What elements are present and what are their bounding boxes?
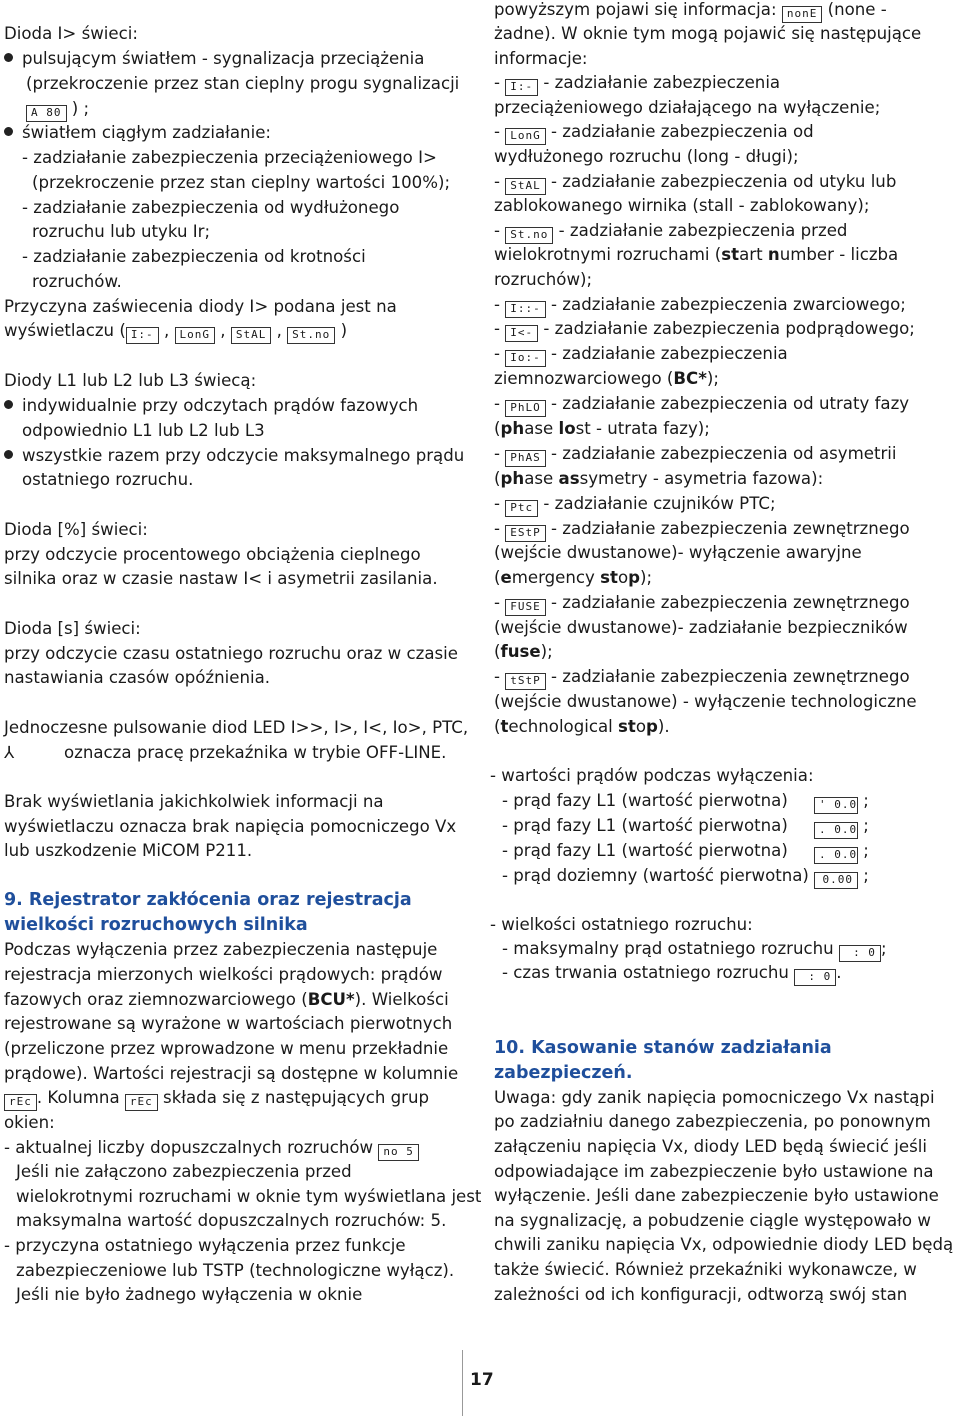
text: ziemnozwarciowego (	[494, 369, 674, 388]
lcd-display: no 5	[378, 1144, 419, 1161]
text: BCU*	[307, 990, 355, 1009]
text: - prąd doziemny (wartość pierwotna)	[502, 866, 809, 885]
bullet-item	[4, 47, 424, 71]
text: (	[494, 717, 501, 736]
text-line: - Ptc - zadziałanie czujników PTC;	[494, 492, 776, 517]
page-separator	[462, 1350, 463, 1416]
text-line: rozruchów);	[494, 270, 593, 289]
text: st	[721, 245, 740, 264]
text-line: Brak wyświetlania jakichkolwiek informacji na	[4, 792, 384, 811]
text: ).	[657, 717, 670, 736]
text-line: Dioda I> świeci:	[4, 24, 138, 43]
text-line: rejestrowane są wyrażone w wartościach pierwotnych	[4, 1014, 453, 1033]
text: n	[767, 245, 780, 264]
lcd-display: rEc	[4, 1094, 37, 1111]
bullet-item	[4, 121, 271, 145]
text: - aktualnej liczby dopuszczalnych rozruchów	[4, 1138, 374, 1157]
text: (	[494, 469, 501, 488]
text-line	[4, 1086, 429, 1111]
text: - zadziałanie zabezpieczenia od asymetrii	[551, 444, 897, 463]
text: - zadziałanie zabezpieczenia zewnętrznego	[551, 519, 910, 538]
text-line: żadne). W oknie tym mogą pojawić się następujące	[494, 24, 922, 43]
text-line: (wejście dwustanowe) - wyłączenie technologiczne	[494, 692, 917, 711]
text: pulsującym światłem - sygnalizacja przeciążenia	[22, 49, 425, 68]
lcd-display: A 80	[26, 105, 67, 122]
text-line	[494, 0, 887, 23]
text-line: - EStP - zadziałanie zabezpieczenia zewnętrznego	[494, 517, 910, 542]
text: . Kolumna	[36, 1088, 120, 1107]
text-line: przeciążeniowego działającego na wyłączenie;	[494, 98, 881, 117]
text-line: rejestracja mierzonych wielkości prądowych: prądów	[4, 965, 443, 984]
text: powyższym pojawi się informacja:	[494, 0, 777, 19]
text: ) ;	[71, 99, 90, 118]
text-line: - I::- - zadziałanie zabezpieczenia zwarciowego;	[494, 293, 906, 318]
text-line: wyświetlaczu oznacza brak napięcia pomocniczego Vx	[4, 817, 457, 836]
text-line: wyświetlaczu ( I:- , LonG , StAL , St.no )	[4, 319, 347, 344]
text: ). Wielkości	[354, 990, 449, 1009]
text: światłem ciągłym zadziałanie:	[22, 123, 271, 142]
text-line: Jeśli nie było żadnego wyłączenia w oknie	[16, 1285, 363, 1304]
text-line: informacje:	[494, 49, 588, 68]
text-line	[502, 789, 869, 814]
text-line: Przyczyna zaświecenia diody I> podana jest na	[4, 297, 397, 316]
lcd-display: nonE	[782, 6, 823, 23]
text-line: - StAL - zadziałanie zabezpieczenia od utyku lub	[494, 170, 896, 195]
text-line: Uwaga: gdy zanik napięcia pomocniczego Vx nastąpi	[494, 1088, 935, 1107]
lcd-display: 0.00	[814, 872, 858, 889]
lcd-display: Io:-	[505, 350, 546, 367]
text: - maksymalny prąd ostatniego rozruchu	[502, 939, 834, 958]
text-line: Jeśli nie załączono zabezpieczenia przed	[16, 1162, 352, 1181]
text: (none -	[827, 0, 887, 19]
text: fuse	[500, 642, 541, 661]
offline-symbol: ⅄	[4, 743, 15, 762]
text-line: odpowiednio L1 lub L2 lub L3	[22, 421, 265, 440]
text: - zadziałanie zabezpieczenia zewnętrznego	[551, 667, 910, 686]
text-line: maksymalna wartość dopuszczalnych rozruchów: 5.	[16, 1211, 447, 1230]
text-line	[502, 814, 869, 839]
text: wyświetlaczu (	[4, 321, 126, 340]
text: - zadziałanie zabezpieczenia przed	[558, 221, 848, 240]
text-line: (przekroczenie przez stan cieplny progu sygnalizacji	[26, 74, 460, 93]
text-line	[494, 640, 553, 664]
text-line	[502, 961, 841, 986]
text: );	[706, 369, 719, 388]
text-line	[4, 1136, 419, 1161]
text: fazowych oraz ziemnozwarciowego (	[4, 990, 308, 1009]
text-line: Dioda [%] świeci:	[4, 520, 148, 539]
text-line	[502, 839, 869, 864]
text-line: zabezpieczeniowe lub TSTP (technologiczne wyłącz).	[16, 1261, 455, 1280]
text-line	[494, 467, 823, 491]
lcd-display: ' 0.0	[814, 797, 858, 814]
text-line: wielokrotnymi rozruchami w oknie tym wyświetlana jest	[16, 1187, 482, 1206]
text: (	[494, 568, 501, 587]
text: - zadziałanie zabezpieczenia	[551, 344, 788, 363]
lcd-display: LonG	[175, 327, 216, 344]
lcd-display: . 0.0	[814, 822, 858, 839]
text-line: - zadziałanie zabezpieczenia przeciążeniowego I>	[22, 148, 437, 167]
text: ;	[880, 939, 887, 958]
text: - zadziałanie zabezpieczenia zewnętrznego	[551, 593, 910, 612]
text-line: - tStP - zadziałanie zabezpieczenia zewnętrznego	[494, 665, 910, 690]
text: symetry - asymetria fazowa):	[579, 469, 824, 488]
text: p	[646, 717, 658, 736]
text: - zadziałanie czujników PTC;	[543, 494, 776, 513]
text-line: Podczas wyłączenia przez zabezpieczenia następuje	[4, 940, 438, 959]
text: (	[494, 642, 501, 661]
text: ase	[524, 419, 559, 438]
lcd-display: StAL	[231, 327, 272, 344]
text: wielokrotnymi rozruchami (	[494, 245, 722, 264]
text: st - utrata fazy);	[575, 419, 710, 438]
text-line: załączeniu napięcia Vx, diody LED będą świecić jeśli	[494, 1137, 927, 1156]
text-line	[4, 988, 449, 1012]
text-line: - zadziałanie zabezpieczenia od krotności	[22, 247, 366, 266]
section-heading: 9. Rejestrator zakłócenia oraz rejestracja	[4, 890, 412, 910]
text-line: - I:- - zadziałanie zabezpieczenia	[494, 71, 780, 96]
text-line: - PhAS - zadziałanie zabezpieczenia od asymetrii	[494, 442, 897, 467]
text: - zadziałanie zabezpieczenia	[543, 73, 781, 92]
lcd-display: Ptc	[505, 500, 538, 517]
text: e	[500, 568, 512, 587]
text-line: - Io:- - zadziałanie zabezpieczenia	[494, 342, 788, 367]
text-line: - I<- - zadziałanie zabezpieczenia podprądowego;	[494, 317, 915, 342]
text-line: ostatniego rozruchu.	[22, 470, 194, 489]
lcd-display: St.no	[287, 327, 335, 344]
text-line: chwili zaniku napięcia Vx, odpowiednie diody LED będą	[494, 1235, 954, 1254]
text-line: Diody L1 lub L2 lub L3 świecą:	[4, 371, 257, 390]
text: mergency	[511, 568, 601, 587]
lcd-display: EStP	[505, 525, 546, 542]
text: as	[558, 469, 580, 488]
lcd-display: FUSE	[505, 599, 546, 616]
text-line: (przekroczenie przez stan cieplny wartości 100%);	[32, 173, 451, 192]
text-line: rozruchów.	[32, 272, 122, 291]
text-line	[494, 367, 719, 391]
lcd-display: PhAS	[505, 450, 546, 467]
text-line: rozruchu lub utyku Ir;	[32, 222, 211, 241]
text-line: po zadziałniu danego zabezpieczenia, po ponownym	[494, 1112, 931, 1131]
text-line: zablokowanego wirnika (stall - zablokowany);	[494, 196, 870, 215]
text-line: - zadziałanie zabezpieczenia od wydłużonego	[22, 198, 400, 217]
lcd-display: LonG	[505, 128, 546, 145]
text: o	[635, 717, 646, 736]
lcd-display: StAL	[505, 178, 546, 195]
text-line: zależności od ich konfiguracji, odtworzą swój stan	[494, 1285, 908, 1304]
section-heading: wielkości rozruchowych silnika	[4, 915, 308, 935]
text: ;	[863, 866, 869, 885]
text: p	[628, 568, 640, 587]
text-line: odpowiadające im zabezpieczenie było ustawione na	[494, 1162, 934, 1181]
text-line	[494, 417, 710, 441]
text: - prąd fazy L1 (wartość pierwotna)	[502, 816, 788, 835]
text: art	[739, 245, 768, 264]
text: echnological	[508, 717, 619, 736]
text-line: lub uszkodzenie MiCOM P211.	[4, 841, 253, 860]
text-line: - wartości prądów podczas wyłączenia:	[490, 766, 814, 785]
text: .	[836, 963, 842, 982]
text: ;	[863, 791, 869, 810]
text: ase	[524, 469, 559, 488]
text-line: - St.no - zadziałanie zabezpieczenia przed	[494, 219, 847, 244]
text: - prąd fazy L1 (wartość pierwotna)	[502, 841, 788, 860]
text: ph	[500, 469, 525, 488]
text: wszystkie razem przy odczycie maksymalnego prądu	[22, 446, 465, 465]
text-line	[26, 97, 89, 122]
lcd-display: St.no	[505, 227, 553, 244]
text: - zadziałanie zabezpieczenia od utraty fazy	[551, 394, 910, 413]
section-heading: 10. Kasowanie stanów zadziałania	[494, 1038, 832, 1058]
text: st	[600, 568, 618, 587]
text-line: okien:	[4, 1113, 55, 1132]
lcd-display: rEc	[125, 1094, 158, 1111]
text-line	[502, 864, 869, 889]
text-line: silnika oraz w czasie nastaw I< i asymetrii zasilania.	[4, 569, 438, 588]
text: BC*	[673, 369, 707, 388]
text-line	[502, 937, 887, 962]
text: ph	[500, 419, 525, 438]
text-line: nastawiania czasów opóźnienia.	[4, 668, 271, 687]
text: (	[494, 419, 501, 438]
text-line: wyłączenie. Jeśli dane zabezpieczenie było ustawione	[494, 1186, 939, 1205]
page-number: 17	[470, 1370, 494, 1390]
text: ;	[863, 816, 869, 835]
bullet-item	[4, 444, 464, 468]
text: oznacza pracę przekaźnika w trybie OFF-LINE.	[64, 743, 447, 762]
text: indywidualnie przy odczytach prądów fazowych	[22, 396, 419, 415]
text-line: Jednoczesne pulsowanie diod LED I>>, I>, I<, Io>, PTC,	[4, 718, 469, 737]
text: )	[340, 321, 348, 340]
text: umber - liczba	[779, 245, 899, 264]
text-line: Dioda [s] świeci:	[4, 619, 141, 638]
text-line: wydłużonego rozruchu (long - długi);	[494, 147, 799, 166]
text: o	[617, 568, 629, 587]
text-line	[494, 243, 898, 267]
text-line: (przeliczone przez wprowadzone w menu przekładnie	[4, 1039, 449, 1058]
text-line: także świecić. Również przekaźniki wykonawcze, w	[494, 1260, 917, 1279]
text-line: przy odczycie czasu ostatniego rozruchu oraz w czasie	[4, 644, 458, 663]
bullet-item	[4, 394, 418, 418]
lcd-display: PhLO	[505, 400, 546, 417]
text-line: prądowe). Wartości rejestracji są dostępne w kolumnie	[4, 1064, 459, 1083]
text-line: - wielkości ostatniego rozruchu:	[490, 915, 753, 934]
text-line: (wejście dwustanowe)- wyłączenie awaryjne	[494, 543, 862, 562]
text-line	[4, 741, 446, 765]
text: składa się z następujących grup	[163, 1088, 430, 1107]
text: - zadziałanie zabezpieczenia od utyku lub	[551, 172, 897, 191]
text-line: przy odczycie procentowego obciążenia cieplnego	[4, 545, 421, 564]
text: );	[640, 568, 653, 587]
text: - prąd fazy L1 (wartość pierwotna)	[502, 791, 788, 810]
text: );	[540, 642, 553, 661]
lcd-display: I:-	[126, 327, 159, 344]
text: - zadziałanie zabezpieczenia od	[551, 122, 814, 141]
text: - czas trwania ostatniego rozruchu	[502, 963, 789, 982]
text-line: (wejście dwustanowe)- zadziałanie bezpieczników	[494, 618, 908, 637]
lcd-display: : 0	[794, 969, 836, 986]
section-heading: zabezpieczeń.	[494, 1063, 633, 1083]
text-line: - LonG - zadziałanie zabezpieczenia od	[494, 120, 814, 145]
text-line: na sygnalizację, a pobudzenie ciągle występowało w	[494, 1211, 931, 1230]
lcd-display: I::-	[505, 301, 546, 318]
lcd-display: tStP	[505, 673, 546, 690]
text-line: - przyczyna ostatniego wyłączenia przez funkcje	[4, 1236, 406, 1255]
text: ;	[863, 841, 869, 860]
lcd-display: . 0.0	[814, 847, 858, 864]
text: st	[618, 717, 636, 736]
lcd-display: I:-	[505, 79, 538, 96]
text-line	[494, 715, 670, 739]
text: lo	[558, 419, 576, 438]
lcd-display: : 0	[839, 945, 881, 962]
text-line: - FUSE - zadziałanie zabezpieczenia zewnętrznego	[494, 591, 910, 616]
text-line: - PhLO - zadziałanie zabezpieczenia od utraty fazy	[494, 392, 909, 417]
text: - zadziałanie zabezpieczenia podprądowego;	[543, 319, 915, 338]
text: - zadziałanie zabezpieczenia zwarciowego;	[551, 295, 906, 314]
lcd-display: I<-	[505, 325, 538, 342]
text: t	[500, 717, 509, 736]
text-line	[494, 566, 652, 590]
